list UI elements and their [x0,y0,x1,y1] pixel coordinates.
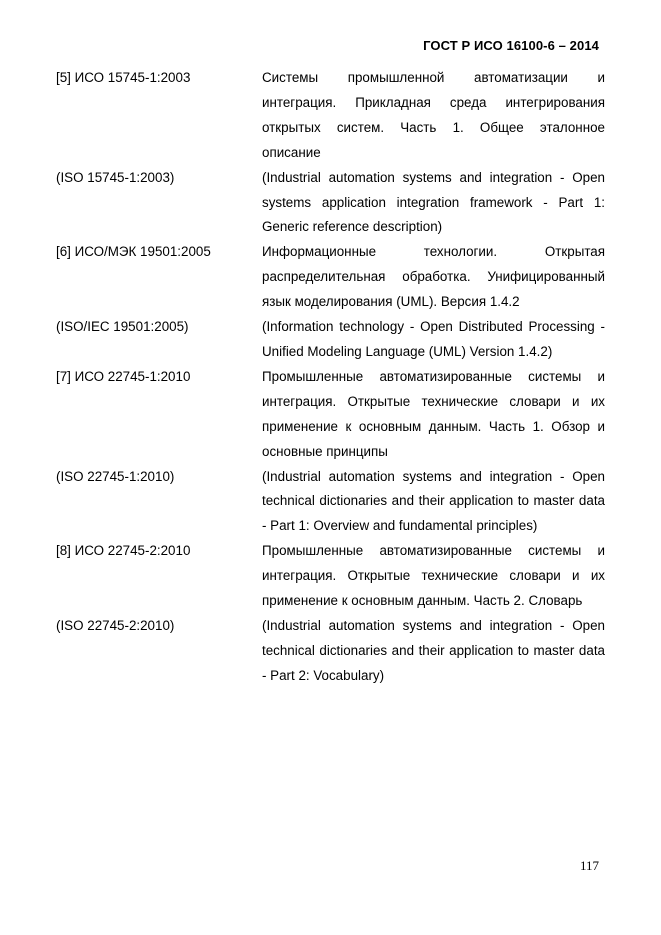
bibliography-list [56,66,605,689]
bibliography-entry [56,166,605,241]
bibliography-entry [56,315,605,365]
page-number: 117 [579,858,599,873]
reference-id: [8] ИСО 22745-2:2010 [56,543,191,559]
reference-id: (ISO 22745-1:2010) [56,468,175,484]
bibliography-entry [56,539,605,614]
reference-title: (Industrial automation systems and integration - Open technical dictionaries and their application to master data - Part 1: Overview and fundamental principles) [262,468,605,534]
reference-id: [6] ИСО/МЭК 19501:2005 [56,244,211,260]
reference-title: Промышленные автоматизированные системы и интеграция. Открытые технические словари и их применение к основным данным. Часть 1. Обзор и основные принципы [262,368,605,459]
bibliography-entry [56,614,605,689]
reference-id: (ISO 15745-1:2003) [56,169,175,185]
reference-title: Системы промышленной автоматизации и интеграция. Прикладная среда интегрирования открытых систем. Часть 1. Общее эталонное описание [262,70,605,160]
reference-title: Промышленные автоматизированные системы и интеграция. Открытые технические словари и их применение к основным данным. Часть 2. Словарь [262,543,605,609]
reference-title: (Industrial automation systems and integration - Open technical dictionaries and their application to master data - Part 2: Vocabulary) [262,617,605,683]
reference-id: (ISO 22745-2:2010) [56,617,175,633]
bibliography-entry [56,66,605,166]
bibliography-entry [56,365,605,465]
bibliography-entry [56,240,605,315]
reference-id: [5] ИСО 15745-1:2003 [56,70,191,85]
reference-title: (Information technology - Open Distributed Processing - Unified Modeling Language (UML) Version 1.4.2) [262,319,605,359]
reference-id: [7] ИСО 22745-1:2010 [56,368,191,384]
bibliography-entry [56,465,605,540]
reference-title: Информационные технологии. Открытая распределительная обработка. Унифицированный язык моделирования (UML). Версия 1.4.2 [262,244,605,310]
document-header: ГОСТ Р ИСО 16100-6 – 2014 [423,38,599,53]
reference-title: (Industrial automation systems and integration - Open systems application integration framework - Part 1: Generic reference description) [262,169,605,235]
reference-id: (ISO/IEC 19501:2005) [56,319,189,335]
